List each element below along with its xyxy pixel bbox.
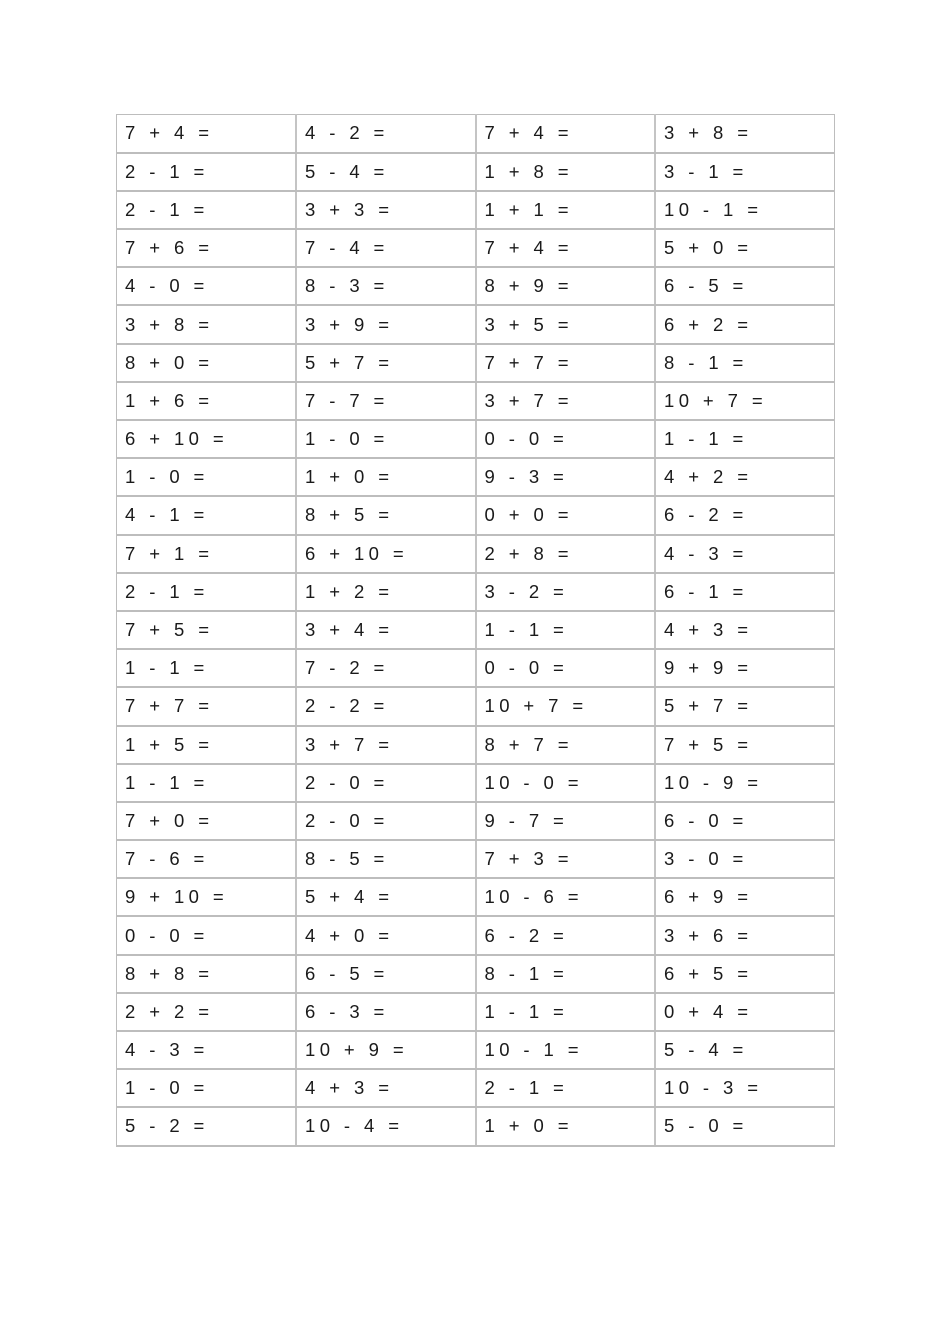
problem-row [117, 382, 835, 420]
problem-cell: 2 - 2 = [296, 687, 476, 725]
problem-cell: 2 + 2 = [117, 993, 297, 1031]
problem-cell: 3 + 6 = [655, 916, 835, 954]
problem-cell: 1 - 1 = [655, 420, 835, 458]
arithmetic-worksheet-table [116, 114, 835, 1147]
problem-cell: 2 - 1 = [476, 1069, 656, 1107]
problem-row [117, 687, 835, 725]
problem-cell: 3 + 8 = [117, 305, 297, 343]
problem-row [117, 993, 835, 1031]
problem-row [117, 955, 835, 993]
problem-cell: 4 + 2 = [655, 458, 835, 496]
problem-cell: 4 - 3 = [655, 535, 835, 573]
problem-cell: 5 - 2 = [117, 1107, 297, 1145]
problem-cell: 5 + 0 = [655, 229, 835, 267]
problem-row [117, 420, 835, 458]
problem-cell: 4 - 1 = [117, 496, 297, 534]
problem-cell: 3 + 5 = [476, 305, 656, 343]
problem-cell: 4 - 2 = [296, 115, 476, 153]
problem-cell: 1 - 0 = [296, 420, 476, 458]
problem-cell: 0 + 4 = [655, 993, 835, 1031]
problem-row [117, 1069, 835, 1107]
problem-cell: 1 + 0 = [296, 458, 476, 496]
problem-cell: 1 - 1 = [117, 764, 297, 802]
problem-cell: 8 - 1 = [655, 344, 835, 382]
problem-row [117, 878, 835, 916]
problem-cell: 5 - 4 = [655, 1031, 835, 1069]
problem-cell: 9 + 9 = [655, 649, 835, 687]
problem-row [117, 496, 835, 534]
problem-cell: 6 + 9 = [655, 878, 835, 916]
problem-cell: 3 + 8 = [655, 115, 835, 153]
problem-cell: 7 + 4 = [117, 115, 297, 153]
problem-cell: 1 + 6 = [117, 382, 297, 420]
problem-cell: 8 - 3 = [296, 267, 476, 305]
problem-cell: 7 + 7 = [476, 344, 656, 382]
problem-row [117, 649, 835, 687]
problem-cell: 2 - 0 = [296, 764, 476, 802]
problem-cell: 10 + 7 = [476, 687, 656, 725]
problem-cell: 8 + 7 = [476, 726, 656, 764]
problem-row [117, 840, 835, 878]
problem-row [117, 611, 835, 649]
problem-cell: 1 - 1 = [476, 611, 656, 649]
problem-cell: 3 - 1 = [655, 153, 835, 191]
problem-row [117, 344, 835, 382]
problem-cell: 2 - 0 = [296, 802, 476, 840]
problem-cell: 7 + 5 = [655, 726, 835, 764]
problem-cell: 5 + 7 = [296, 344, 476, 382]
problem-cell: 6 - 5 = [296, 955, 476, 993]
problem-cell: 7 - 7 = [296, 382, 476, 420]
problem-row [117, 535, 835, 573]
problem-cell: 10 + 7 = [655, 382, 835, 420]
problem-cell: 0 - 0 = [476, 420, 656, 458]
problem-cell: 6 + 5 = [655, 955, 835, 993]
problem-row [117, 229, 835, 267]
problem-row [117, 802, 835, 840]
problem-cell: 4 + 3 = [296, 1069, 476, 1107]
problem-cell: 5 + 7 = [655, 687, 835, 725]
problem-cell: 10 - 3 = [655, 1069, 835, 1107]
problem-cell: 3 - 2 = [476, 573, 656, 611]
problem-cell: 3 + 4 = [296, 611, 476, 649]
problem-cell: 5 + 4 = [296, 878, 476, 916]
problem-cell: 2 - 1 = [117, 191, 297, 229]
problem-cell: 7 + 5 = [117, 611, 297, 649]
problem-cell: 0 - 0 = [476, 649, 656, 687]
problem-cell: 1 + 5 = [117, 726, 297, 764]
problem-cell: 7 + 1 = [117, 535, 297, 573]
problem-cell: 3 - 0 = [655, 840, 835, 878]
problem-cell: 6 - 1 = [655, 573, 835, 611]
problem-cell: 6 + 2 = [655, 305, 835, 343]
problem-cell: 3 + 3 = [296, 191, 476, 229]
problem-cell: 4 + 3 = [655, 611, 835, 649]
problem-cell: 4 - 0 = [117, 267, 297, 305]
problem-cell: 6 - 5 = [655, 267, 835, 305]
problem-cell: 9 - 3 = [476, 458, 656, 496]
problem-cell: 10 - 9 = [655, 764, 835, 802]
problem-row [117, 916, 835, 954]
problem-cell: 10 - 1 = [476, 1031, 656, 1069]
problem-cell: 9 - 7 = [476, 802, 656, 840]
problem-cell: 4 + 0 = [296, 916, 476, 954]
problem-row [117, 1031, 835, 1069]
problem-cell: 7 - 6 = [117, 840, 297, 878]
problem-cell: 1 + 0 = [476, 1107, 656, 1145]
problem-cell: 7 + 4 = [476, 229, 656, 267]
problem-cell: 6 + 10 = [117, 420, 297, 458]
problem-cell: 6 - 3 = [296, 993, 476, 1031]
problem-cell: 2 - 1 = [117, 153, 297, 191]
problem-cell: 8 + 8 = [117, 955, 297, 993]
problem-row [117, 458, 835, 496]
problem-cell: 8 - 1 = [476, 955, 656, 993]
problem-cell: 3 + 7 = [476, 382, 656, 420]
problem-row [117, 191, 835, 229]
problem-cell: 2 + 8 = [476, 535, 656, 573]
problem-cell: 8 + 5 = [296, 496, 476, 534]
problem-cell: 10 - 4 = [296, 1107, 476, 1145]
problem-cell: 1 + 8 = [476, 153, 656, 191]
problem-cell: 10 + 9 = [296, 1031, 476, 1069]
problem-cell: 7 - 2 = [296, 649, 476, 687]
problem-cell: 6 - 2 = [476, 916, 656, 954]
problem-row [117, 267, 835, 305]
problem-row [117, 726, 835, 764]
problem-cell: 8 + 0 = [117, 344, 297, 382]
problem-cell: 0 + 0 = [476, 496, 656, 534]
problem-cell: 7 + 4 = [476, 115, 656, 153]
problem-row [117, 1107, 835, 1145]
problem-cell: 7 - 4 = [296, 229, 476, 267]
problem-cell: 6 - 0 = [655, 802, 835, 840]
problem-cell: 1 - 0 = [117, 458, 297, 496]
problem-cell: 7 + 3 = [476, 840, 656, 878]
problem-row [117, 115, 835, 153]
problem-cell: 8 + 9 = [476, 267, 656, 305]
problem-cell: 10 - 1 = [655, 191, 835, 229]
problem-cell: 6 + 10 = [296, 535, 476, 573]
problem-cell: 3 + 7 = [296, 726, 476, 764]
problem-cell: 6 - 2 = [655, 496, 835, 534]
problem-cell: 5 - 4 = [296, 153, 476, 191]
problem-cell: 9 + 10 = [117, 878, 297, 916]
problem-row [117, 305, 835, 343]
worksheet-body [117, 115, 835, 1146]
problem-cell: 0 - 0 = [117, 916, 297, 954]
problem-cell: 8 - 5 = [296, 840, 476, 878]
problem-row [117, 573, 835, 611]
problem-cell: 4 - 3 = [117, 1031, 297, 1069]
problem-cell: 7 + 0 = [117, 802, 297, 840]
problem-cell: 1 - 1 = [117, 649, 297, 687]
problem-row [117, 153, 835, 191]
problem-cell: 5 - 0 = [655, 1107, 835, 1145]
problem-row [117, 764, 835, 802]
problem-cell: 3 + 9 = [296, 305, 476, 343]
problem-cell: 7 + 6 = [117, 229, 297, 267]
problem-cell: 1 + 1 = [476, 191, 656, 229]
problem-cell: 1 + 2 = [296, 573, 476, 611]
problem-cell: 1 - 1 = [476, 993, 656, 1031]
problem-cell: 10 - 6 = [476, 878, 656, 916]
problem-cell: 7 + 7 = [117, 687, 297, 725]
problem-cell: 10 - 0 = [476, 764, 656, 802]
problem-cell: 1 - 0 = [117, 1069, 297, 1107]
problem-cell: 2 - 1 = [117, 573, 297, 611]
